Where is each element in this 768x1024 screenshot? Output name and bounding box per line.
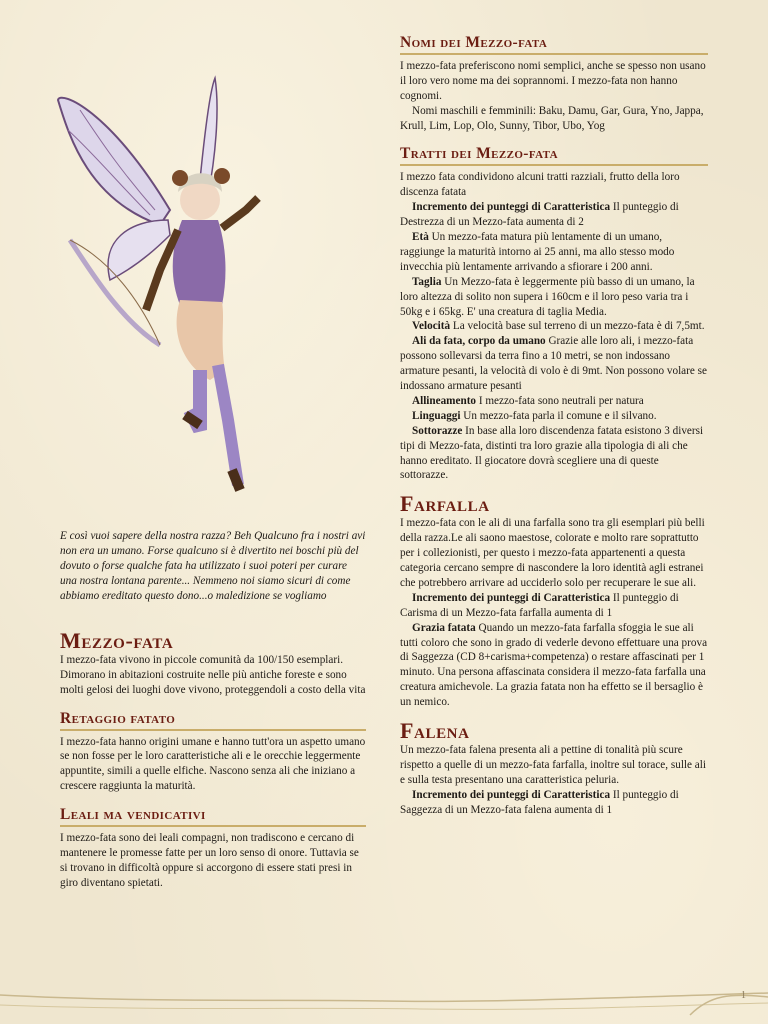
trait-item bbox=[400, 200, 708, 230]
section-nomi bbox=[400, 36, 708, 133]
trait-name: Allineamento bbox=[412, 394, 477, 407]
trait-name: Velocità bbox=[412, 320, 451, 333]
trait-text: Grazie alle loro ali, i mezzo-fata possono sollevarsi da terra fino a 10 metri, se non indossano armature pesanti, la velocità di volo è di 9mt. Non possono volare se indossano armature pesanti bbox=[400, 335, 707, 393]
paragraph-nomi: I mezzo-fata preferiscono nomi semplici, anche se spesso non usano il loro vero nome ma dei soprannomi. I mezzo-fata non hanno cognomi. bbox=[400, 59, 706, 102]
trait-text: Il punteggio di Saggezza di un Mezzo-fata falena aumenta di 1 bbox=[400, 788, 679, 816]
trait-name: Età bbox=[412, 230, 429, 243]
trait-text: Il punteggio di Destrezza di un Mezzo-fata aumenta di 2 bbox=[400, 201, 679, 229]
trait-item bbox=[400, 424, 708, 484]
trait-item bbox=[400, 334, 708, 394]
trait-name: Grazia fatata bbox=[412, 621, 476, 634]
heading-tratti: Tratti dei Mezzo-fata bbox=[400, 147, 708, 166]
trait-item bbox=[400, 409, 708, 424]
trait-item bbox=[400, 621, 708, 710]
trait-name: Linguaggi bbox=[412, 409, 461, 422]
paragraph-tratti-intro: I mezzo fata condividono alcuni tratti razziali, frutto della loro discenza fatata bbox=[400, 171, 680, 199]
trait-text: Quando un mezzo-fata farfalla sfoggia le sue ali tutti coloro che sono in grado di vederle devono effettuare una prova di Saggezza (CD 8+carisma+competenza) o restare affascinati per 1 minuto. Una persona affascinata considera il mezzo-fata farfalla una creatura amichevole. La grazia fatata non ha effetto se il bersaglio è un nemico. bbox=[400, 621, 708, 709]
section-farfalla bbox=[400, 491, 708, 710]
heading-retaggio-fatato: Retaggio fatato bbox=[60, 712, 366, 731]
fairy-illustration-icon bbox=[50, 70, 290, 500]
heading-nomi: Nomi dei Mezzo-fata bbox=[400, 36, 708, 55]
trait-text: In base alla loro discendenza fatata esistono 3 diversi tipi di Mezzo-fata, distinti tra loro grazie alla tipologia di ali che hanno ereditato. Il giocatore dovrà scegliere una di queste sottorazze. bbox=[400, 424, 704, 482]
trait-text: La velocità base sul terreno di un mezzo-fata è di 7,5mt. bbox=[450, 320, 705, 333]
paragraph-leali: I mezzo-fata sono dei leali compagni, non tradiscono e cercano di mantenere le promesse fatte per un loro senso di onore. Tuttavia se si trovano in difficoltà oppure si accorgono di essere stati presi in giro diventano spietati. bbox=[60, 832, 359, 889]
trait-item bbox=[400, 319, 708, 334]
left-column bbox=[60, 628, 366, 905]
heading-falena: Falena bbox=[400, 718, 470, 744]
paragraph-nomi-list: Nomi maschili e femminili: Baku, Damu, Gar, Gura, Yno, Jappa, Krull, Lim, Lop, Olo, Sunny, Tibor, Ubo, Yog bbox=[400, 104, 704, 132]
section-leali bbox=[60, 808, 366, 891]
trait-name: Taglia bbox=[412, 275, 442, 288]
footer-ornament-icon bbox=[0, 975, 768, 1024]
trait-item bbox=[400, 230, 708, 275]
section-mezzo-fata bbox=[60, 628, 366, 698]
trait-text: Un mezzo-fata matura più lentamente di un umano, raggiunge la maturità intorno ai 25 anni, ma allo stesso modo invecchia più lentamente arrivando a sfiorare i 200 anni. bbox=[400, 230, 675, 273]
paragraph-retaggio: I mezzo-fata hanno origini umane e hanno tutt'ora un aspetto umano se non fosse per le loro caratteristiche ali e le orecchie leggermente appuntite, simili a quelle elfiche. Nascono senza ali che iniziano a crescere raggiunta la maturità. bbox=[60, 735, 366, 793]
trait-item bbox=[400, 394, 708, 409]
trait-name: Sottorazze bbox=[412, 424, 463, 437]
trait-name: Ali da fata, corpo da umano bbox=[412, 335, 546, 348]
right-column bbox=[400, 36, 708, 832]
heading-farfalla: Farfalla bbox=[400, 491, 490, 517]
trait-item bbox=[400, 591, 708, 621]
trait-text: Un Mezzo-fata è leggermente più basso di un umano, la loro altezza di solito non supera i 160cm e il loro peso varia tra i 50kg e i 65kg. E' una creatura di taglia Media. bbox=[400, 275, 695, 318]
page-number: 1 bbox=[741, 990, 746, 1001]
heading-leali: Leali ma vendicativi bbox=[60, 808, 366, 827]
trait-item bbox=[400, 788, 708, 818]
trait-text: I mezzo-fata sono neutrali per natura bbox=[476, 394, 644, 407]
heading-mezzo-fata: Mezzo-fata bbox=[60, 628, 174, 653]
paragraph-falena: Un mezzo-fata falena presenta ali a pettine di tonalità più scure rispetto a quelle di un mezzo-fata farfalla, inoltre sul torace, sulle ali e sulla testa presentano una caratteristica peluria. bbox=[400, 743, 706, 786]
paragraph-mezzo-fata: I mezzo-fata vivono in piccole comunità da 100/150 esemplari. Dimorano in abitazioni costruite nelle più antiche foreste e sono molti gelosi dei luoghi dove vivono, proteggendoli a costo della vita bbox=[60, 653, 366, 696]
trait-name: Incremento dei punteggi di Caratteristica bbox=[412, 591, 611, 604]
trait-text: Un mezzo-fata parla il comune e il silvano. bbox=[460, 409, 657, 422]
section-tratti bbox=[400, 147, 708, 483]
section-falena bbox=[400, 718, 708, 817]
paragraph-farfalla: I mezzo-fata con le ali di una farfalla sono tra gli esemplari più belli della razza.Le ali saono maestose, colorate e molto rare soprattutto per i collezionisti, per questo i mezzo-fata appartenenti a questa categoria cercano sempre di nascondere la loro identità agli estranei che potrebbero arrivare ad ucciderlo solo per recuperare le sue ali. bbox=[400, 517, 705, 589]
trait-item bbox=[400, 275, 708, 320]
section-retaggio bbox=[60, 709, 366, 795]
trait-name: Incremento dei punteggi di Caratteristica bbox=[412, 788, 611, 801]
trait-name: Incremento dei punteggi di Caratteristica bbox=[412, 201, 611, 214]
intro-quote: E così vuoi sapere della nostra razza? Beh Qualcuno fra i nostri avi non era un umano. Forse qualcuno si è divertito nei boschi più del dovuto o forse qualche fata ha utilizzato i suoi poteri per curare una nostra lontana parente... Nemmeno noi siamo sicuri di come abbiamo ereditato questo dono...o maledizione se vogliamo bbox=[60, 530, 366, 602]
trait-text: Il punteggio di Carisma di un Mezzo-fata farfalla aumenta di 1 bbox=[400, 591, 679, 619]
